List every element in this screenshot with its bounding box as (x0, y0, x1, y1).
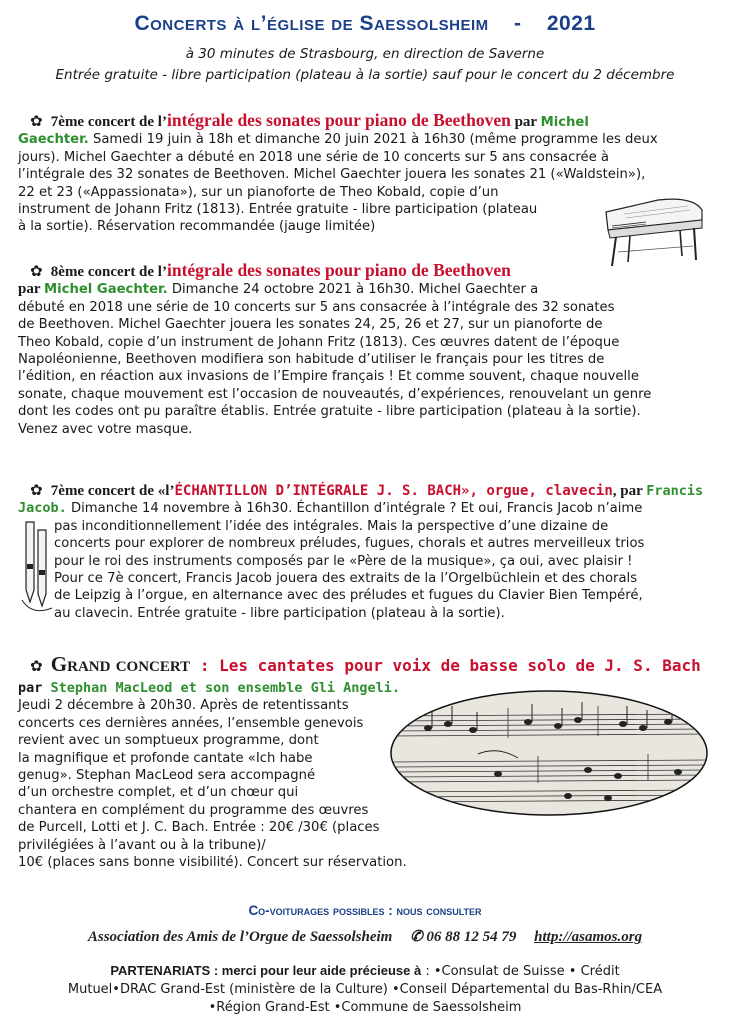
flower-icon: ✿ (30, 481, 43, 499)
concert-2-line-6: sonate, chaque mouvement est l’occasion de nouveautés, d’expériences, renouvelant un genre (18, 386, 652, 402)
concert-2-line-2: de Beethoven. Michel Gaechter jouera les sonates 24, 25, 26 et 27, sur un pianoforte de (18, 317, 603, 333)
carpool-notice (0, 903, 730, 918)
concert-4-line-2: revient avec un somptueux programme, dont (18, 733, 319, 749)
partners-line-1: : •Consulat de Suisse • Crédit (421, 964, 620, 979)
concert-3-performer-a: Francis (646, 483, 704, 499)
concert-1-line-3: 22 et 23 («Appassionata»), sur un pianoforte de Theo Kobald, copie d’un (18, 184, 499, 200)
concert-3-par: , par (612, 483, 647, 499)
subtitle-entry: Entrée gratuite - libre participation (plateau à la sortie) sauf pour le concert du 2 décembre (55, 67, 675, 83)
concert-1-line-5: à la sortie). Réservation recommandée (jauge limitée) (18, 219, 376, 235)
title-text: Concerts à l’église de Saessolsheim (134, 12, 489, 35)
concert-1-line-0: Samedi 19 juin à 18h et dimanche 20 juin 2021 à 16h30 (même programme les deux (88, 132, 658, 148)
concert-2 (18, 262, 712, 438)
concert-3-performer-b: Jacob. (18, 500, 67, 517)
title-separator: - (514, 12, 522, 35)
concert-3-line-4: Pour ce 7è concert, Francis Jacob jouera des extraits de la l’Orgelbüchlein et des chorals (54, 571, 638, 587)
concert-4-line-8: privilégiées à l’avant ou à la tribune)/ (18, 837, 266, 853)
concert-1-par: par (510, 114, 541, 130)
concert-4-line-9: 10€ (places sans bonne visibilité). Concert sur réservation. (18, 855, 407, 871)
concert-4-line-3: la magnifique et profonde cantate «Ich habe (18, 750, 313, 766)
concert-2-par: par (18, 281, 44, 298)
partners (0, 962, 730, 1017)
music-score-illustration (388, 688, 710, 818)
website-link[interactable]: http://asamos.org (534, 929, 643, 945)
flower-icon: ✿ (30, 657, 43, 675)
concert-4-line-7: de Purcell, Lotti et J. C. Bach. Entrée : 20€ /30€ (places (18, 820, 380, 836)
concert-1-label: 7ème concert de l’ (50, 114, 167, 130)
page-title (0, 12, 730, 36)
concert-4-highlight: Les cantates pour voix de basse solo de J. S. Bach (219, 656, 701, 675)
concert-1-line-1: jours). Michel Gaechter a débuté en 2018 une série de 10 concerts sur 5 ans consacrée à (18, 149, 610, 165)
concert-4-line-6: chantera en complément du programme des œuvres (18, 802, 369, 818)
carpool-sep: : (384, 903, 397, 918)
concert-4-line-0: Jeudi 2 décembre à 20h30. Après de retentissants (18, 698, 349, 714)
concert-1-line-2: l’intégrale des 32 sonates de Beethoven. Michel Gaechter jouera les sonates 21 («Waldstein»), (18, 167, 646, 183)
carpool-contact: nous consulter (396, 903, 482, 918)
concert-3-line-5: de Leipzig à l’orgue, en alternance avec des préludes et fugues du Clavier Bien Tempéré, (54, 588, 643, 604)
concert-1-highlight: intégrale des sonates pour piano de Beethoven (166, 110, 511, 130)
concert-4-line-1: concerts ces dernières années, l’ensemble genevois (18, 715, 364, 731)
concert-1-performer-a: Michel (540, 115, 589, 130)
concert-3-line-3: pour le roi des instruments composés par le «Père de la musique», ça oui, avec plaisir ! (54, 553, 633, 569)
concert-3-label: 7ème concert de «l’ (50, 483, 175, 499)
concert-1-line-4: instrument de Johann Fritz (1813). Entrée gratuite - libre participation (plateau (18, 202, 538, 218)
concert-4-line-5: d’un orchestre complet, et d’un chœur qui (18, 785, 299, 801)
partners-line-2: Mutuel•DRAC Grand-Est (ministère de la Culture) •Conseil Départemental du Bas-Rhin/CEA (67, 982, 663, 997)
concert-2-line-3: Theo Kobald, copie d’un instrument de Johann Fritz (1813). Ces œuvres datent de l’époque (18, 334, 620, 350)
concert-3-line-6: au clavecin. Entrée gratuite - libre participation (plateau à la sortie). (54, 605, 505, 621)
concert-3 (18, 482, 712, 622)
concert-2-line-8: Venez avec votre masque. (18, 421, 193, 437)
concert-2-line-4: Napoléonienne, Beethoven modifiera son habitude d’utiliser le français pour les titres de (18, 352, 605, 368)
flower-icon: ✿ (30, 112, 43, 130)
concert-2-line-0: Dimanche 24 octobre 2021 à 16h30. Michel Gaechter a (167, 282, 539, 298)
carpool-text: Co-voiturages possibles (248, 903, 385, 918)
concert-3-line-0: Dimanche 14 novembre à 16h30. Échantillon d’intégrale ? Et oui, Francis Jacob n’aime (66, 501, 643, 517)
harpsichord-illustration (598, 190, 708, 270)
concert-2-highlight: intégrale des sonates pour piano de Beethoven (166, 260, 511, 280)
organ-pipes-illustration (18, 520, 58, 620)
subtitle-location: à 30 minutes de Strasbourg, en direction de Saverne (185, 46, 545, 62)
partners-label: PARTENARIATS : merci pour leur aide précieuse à (110, 963, 422, 978)
concert-2-line-5: l’édition, en réaction aux invasions de l’Empire français ! Et comme souvent, chaque nouvelle (18, 369, 639, 385)
title-year: 2021 (546, 12, 596, 35)
concert-3-line-1: pas inconditionnellement l’idée des intégrales. Mais la perspective d’une dizaine de (54, 518, 609, 534)
concert-4-line-4: genug». Stephan MacLeod sera accompagné (18, 768, 316, 784)
concert-4-par: par (18, 680, 51, 696)
association-name: Association des Amis de l’Orgue de Saessolsheim (87, 929, 393, 945)
phone-number: ✆ 06 88 12 54 79 (410, 929, 517, 945)
concert-2-line-7: dont les codes ont pu paraître établis. Entrée gratuite - libre participation (plateau à la sortie). (18, 404, 641, 420)
concert-4-performer: Stephan MacLeod et son ensemble Gli Angeli. (50, 680, 401, 696)
concert-2-line-1: débuté en 2018 une série de 10 concerts sur 5 ans consacrée à l’intégrale des 32 sonates (18, 299, 615, 315)
concert-2-label: 8ème concert de l’ (50, 264, 167, 280)
concert-3-highlight: ÉCHANTILLON D’INTÉGRALE J. S. BACH», orgue, clavecin (174, 483, 613, 499)
concert-3-line-2: concerts pour explorer de nombreux préludes, fugues, chorals et autres merveilleux trios (54, 536, 645, 552)
concert-2-performer: Michel Gaechter. (43, 282, 168, 298)
association-line (0, 927, 730, 946)
concert-1-performer-b: Gaechter. (18, 132, 89, 148)
concert-4-colon: : (190, 656, 220, 675)
concert-4-label: Grand concert (50, 652, 191, 676)
partners-line-3: •Région Grand-Est •Commune de Saessolsheim (208, 1000, 522, 1015)
flower-icon: ✿ (30, 262, 43, 280)
